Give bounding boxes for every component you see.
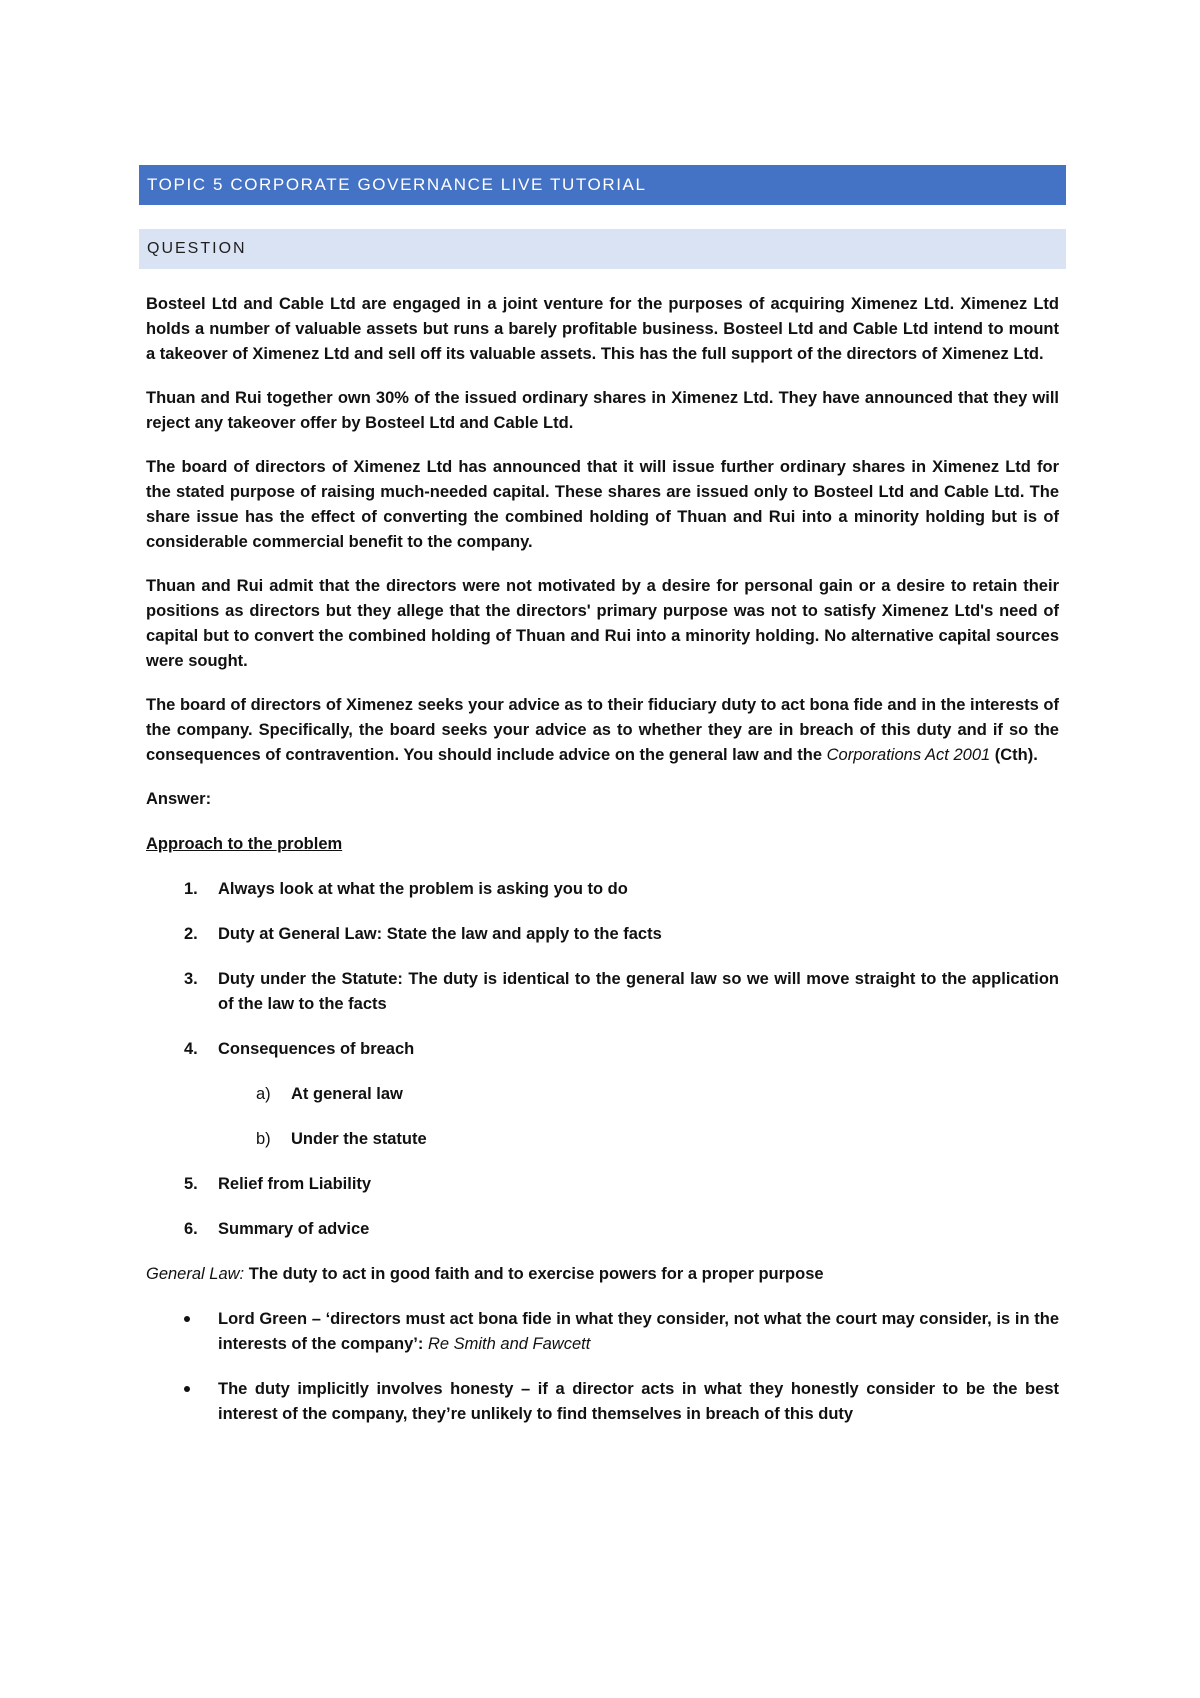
question-paragraph: Bosteel Ltd and Cable Ltd are engaged in a joint venture for the purposes of acquiring Ximenez Ltd. Ximenez Ltd holds a number of valuable assets but runs a barely profitable business. Bosteel Ltd and Cable Ltd intend to mount a takeover of Ximenez Ltd and sell off its valuable assets. This has the full support of the directors of Ximenez Ltd. [146,295,1059,363]
question-paragraph [146,693,1059,768]
approach-heading: Approach to the problem [146,835,343,853]
approach-substep [146,1127,1059,1152]
step-text: Always look at what the problem is asking you to do [218,880,628,898]
step-text: Duty at General Law: State the law and apply to the facts [218,925,662,943]
step-number: 3. [184,970,198,988]
approach-step [146,877,1059,902]
step-text: Summary of advice [218,1220,370,1238]
approach-step [146,922,1059,947]
bullet-item [146,1377,1059,1427]
approach-step [146,1037,1059,1062]
substep-letter: b) [256,1130,271,1148]
step-number: 4. [184,1040,198,1058]
step-number: 2. [184,925,198,943]
step-text: Consequences of breach [218,1040,415,1058]
substep-letter: a) [256,1085,271,1103]
document-body [146,292,1059,1447]
topic-title: TOPIC 5 CORPORATE GOVERNANCE LIVE TUTORIAL [147,175,647,194]
approach-steps-list [146,877,1059,1242]
step-number: 6. [184,1220,198,1238]
bullet-icon [184,1316,190,1322]
substep-text: At general law [291,1085,403,1103]
answer-label: Answer: [146,790,212,808]
approach-step [146,967,1059,1017]
question-section-banner [139,229,1066,269]
general-law-text: The duty to act in good faith and to exercise powers for a proper purpose [244,1265,824,1283]
substep-text: Under the statute [291,1130,427,1148]
question-paragraph: Thuan and Rui admit that the directors were not motivated by a desire for personal gain or a desire to retain their positions as directors but they allege that the directors' primary purpose was not to satisfy Ximenez Ltd's need of capital but to convert the combined holding of Thuan and Rui into a minority holding. No alternative capital sources were sought. [146,577,1059,670]
bullet-text: The duty implicitly involves honesty – if a director acts in what they honestly consider to be the best interest of the company, they’re unlikely to find themselves in breach of this duty [218,1380,1059,1423]
bullet-icon [184,1386,190,1392]
approach-step [146,1217,1059,1242]
general-law-bullets [146,1307,1059,1427]
question-paragraph-end: (Cth). [990,746,1038,764]
approach-substep [146,1082,1059,1107]
case-name: Re Smith and Fawcett [427,1335,591,1353]
question-label: QUESTION [147,240,247,257]
approach-step [146,1172,1059,1197]
step-number: 5. [184,1175,198,1193]
bullet-text: Lord Green – ‘directors must act bona fide in what they consider, not what the court may consider, is in the interests of the company’: [218,1310,1059,1353]
step-text: Relief from Liability [218,1175,372,1193]
general-law-label: General Law: [146,1265,245,1283]
step-text: Duty under the Statute: The duty is identical to the general law so we will move straight to the application of the law to the facts [218,970,1059,1013]
statute-name: Corporations Act 2001 [826,746,991,764]
question-paragraph: The board of directors of Ximenez Ltd has announced that it will issue further ordinary shares in Ximenez Ltd for the stated purpose of raising much-needed capital. These shares are issued only to Bosteel Ltd and Cable Ltd. The share issue has the effect of converting the combined holding of Thuan and Rui into a minority holding but is of considerable commercial benefit to the company. [146,458,1059,551]
bullet-item [146,1307,1059,1357]
step-number: 1. [184,880,198,898]
question-paragraph-text: The board of directors of Ximenez seeks your advice as to their fiduciary duty to act bona fide and in the interests of the company. Specifically, the board seeks your advice as to whether they are in breach of this duty and if so the consequences of contravention. You should include advice on the general law and the [146,696,1059,764]
general-law-heading [146,1262,1059,1287]
topic-title-banner [139,165,1066,205]
question-paragraph: Thuan and Rui together own 30% of the issued ordinary shares in Ximenez Ltd. They have announced that they will reject any takeover offer by Bosteel Ltd and Cable Ltd. [146,389,1059,432]
